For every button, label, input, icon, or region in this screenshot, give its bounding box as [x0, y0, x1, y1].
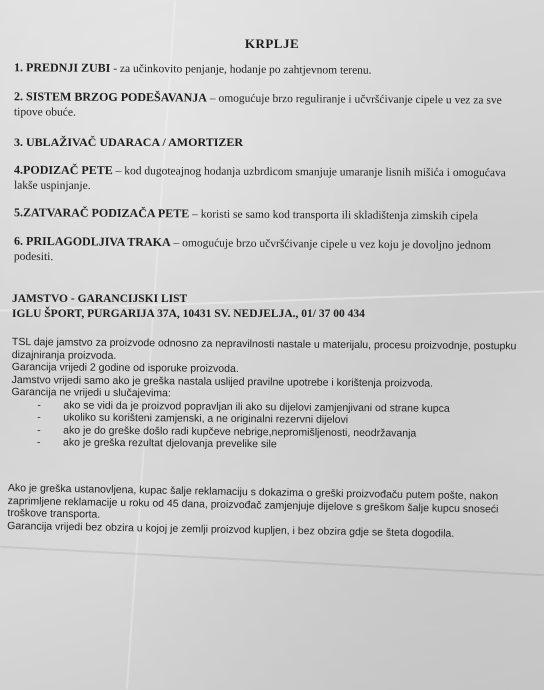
- warranty-header: [12, 292, 532, 322]
- warranty-paragraph: Jamstvo vrijedi samo ako je greška nastala uslijed pravilne upotrebe i korištenja proizvoda.: [11, 373, 434, 390]
- feature-item: [14, 89, 530, 124]
- feature-item: [14, 60, 530, 80]
- feature-text: – omogućuje brzo reguliranje i učvršćivanje cipele u vez za sve tipove obuće.: [13, 92, 502, 119]
- feature-heading: 5.ZATVARAČ PODIZAČA PETE: [13, 205, 190, 221]
- company-address: IGLU ŠPORT, PURGARIJA 37A, 10431 SV. NEDJELJA., 01/ 37 00 434: [12, 308, 365, 320]
- warranty-paragraph: TSL daje jamstvo za proizvode odnosno za nepravilnosti nastale u materijalu, procesu proizvodnje, postupku dizajniranja proizvoda.: [11, 336, 517, 362]
- warranty-claims: [7, 482, 528, 541]
- warranty-heading: JAMSTVO - GARANCIJSKI LIST: [12, 293, 188, 305]
- feature-heading: 6. PRILAGODLJIVA TRAKA: [14, 233, 171, 250]
- feature-text: – omogućuje brzo učvršćivanje cipele u vez koju je dovoljno jednom podesiti.: [13, 237, 492, 264]
- feature-item: [14, 234, 530, 270]
- exclusions-list: [11, 398, 526, 452]
- document-title: KRPLJE: [244, 36, 300, 51]
- list-item: - ako se vidi da je proizvod popravljan ili ako su dijelovi zamjenjivani od strane kupca: [11, 398, 526, 415]
- feature-heading: 4.PODIZAČ PETE: [14, 162, 113, 178]
- feature-heading: 3. UBLAŽIVAČ UDARACA / AMORTIZER: [14, 135, 244, 149]
- list-item: - ako je greška rezultat djelovanja prevelike sile: [11, 436, 526, 453]
- feature-heading: 1. PREDNJI ZUBI: [13, 60, 111, 75]
- feature-item: [14, 163, 530, 197]
- warranty-body: [11, 336, 527, 453]
- list-item: - ukoliko su korišteni zamjenski, a ne originalni rezervni dijelovi: [11, 411, 526, 428]
- paper-crease: [0, 546, 543, 576]
- feature-text: - za učinkovito penjanje, hodanje po zahtjevnom terenu.: [110, 62, 372, 77]
- feature-text: – kod dugoteajnog hodanja uzbrdicom smanjuje umaranje lisnih mišića i omogućava lakše uspinjanje.: [13, 165, 506, 193]
- warranty-paragraph: Garancija vrijedi bez obzira u kojoj je zemlji proizvod kupljen, i bez obzira gdje se šteta dogodila.: [7, 519, 455, 540]
- list-item: - ako je do greške došlo radi kupčeve nebrige,nepromišljenosti, neodržavanja: [11, 423, 526, 440]
- warranty-paragraph: Garancija ne vrijedi u slučajevima:: [11, 385, 171, 400]
- warranty-paragraph: Garancija vrijedi 2 godine od isporuke proizvoda.: [11, 360, 239, 375]
- warranty-paragraph: Ako je greška ustanovljena, kupac šalje reklamaciju s dokazima o greški proizvođaču putem pošte, nakon zaprimljene reklamacije u roku od 45 dana, proizvođač zamjenjuje dijelove s greškom šalje kupcu snoseći troškove transporta.: [7, 482, 499, 521]
- feature-item: [14, 135, 530, 151]
- feature-text: – koristi se samo kod transporta ili skladištenja zimskih cipela: [189, 208, 479, 223]
- feature-heading: 2. SISTEM BRZOG PODEŠAVANJA: [14, 89, 208, 105]
- feature-item: [14, 205, 530, 225]
